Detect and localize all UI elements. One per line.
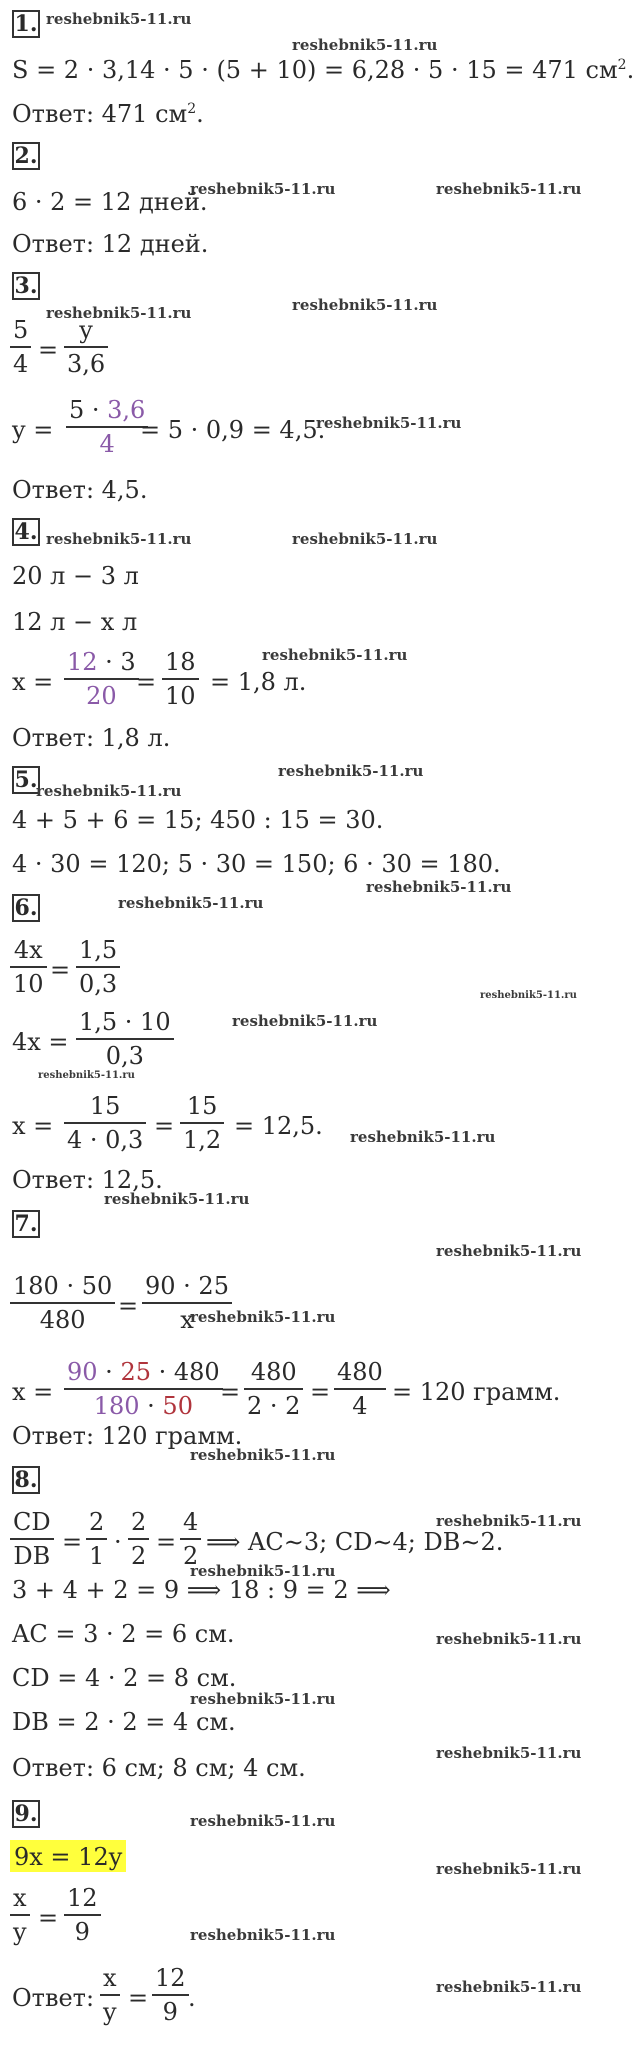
p8-line-cd: CD = 4 · 2 = 8 см.: [12, 1664, 237, 1692]
p7-f3-den: [64, 1390, 223, 1418]
p9-fraction-3: [100, 1966, 120, 2024]
watermark: reshebnik5-11.ru: [46, 530, 192, 548]
p6-f2-den: 0,3: [79, 970, 118, 998]
watermark: reshebnik5-11.ru: [292, 530, 438, 548]
watermark: reshebnik5-11.ru: [436, 1242, 582, 1260]
p1-answer-end: .: [196, 100, 204, 128]
p3-f3-num-b: 3,6: [107, 396, 146, 424]
p8-fraction-3: [128, 1510, 149, 1568]
p6-f5-den: 1,2: [183, 1126, 222, 1154]
p3-f3-num: [66, 398, 148, 428]
p7-fraction-4: [244, 1360, 303, 1418]
p7-f1-den: 480: [39, 1306, 86, 1334]
p4-fraction-1: [64, 650, 139, 708]
p4-result: = 1,8 л.: [210, 668, 307, 696]
problem-number-1: 1.: [12, 10, 40, 38]
p9-f1-den: y: [13, 1918, 27, 1946]
watermark: reshebnik5-11.ru: [278, 762, 424, 780]
p4-f1-num-a: 12: [67, 648, 98, 676]
watermark: reshebnik5-11.ru: [436, 1630, 582, 1648]
p7-answer: Ответ: 120 грамм.: [12, 1422, 243, 1450]
p8-eq: =: [62, 1528, 83, 1556]
watermark: reshebnik5-11.ru: [436, 1512, 582, 1530]
p7-fraction-1: [10, 1274, 115, 1332]
p7-f3-den-c: 50: [162, 1392, 193, 1420]
p1-answer: [12, 102, 204, 126]
p6-f1-den: 10: [13, 970, 44, 998]
watermark: reshebnik5-11.ru: [316, 414, 462, 432]
p8-line-db: DB = 2 · 2 = 4 см.: [12, 1708, 236, 1736]
p6-f3-den: 0,3: [105, 1042, 144, 1070]
p7-eq-2: =: [220, 1378, 241, 1406]
problem-number-8: 8.: [12, 1466, 40, 1494]
p7-f3-num-d: · 480: [150, 1358, 220, 1386]
p6-f4-den: 4 · 0,3: [67, 1126, 144, 1154]
p8-f3-num: 2: [128, 1510, 149, 1540]
p8-f1-den: DB: [13, 1542, 51, 1570]
p7-fraction-3: [64, 1360, 223, 1418]
p6-result: = 12,5.: [234, 1112, 323, 1140]
p8-ratio-result: ⟹ AC∼3; CD∼4; DB∼2.: [206, 1528, 504, 1556]
p6-f2-num: 1,5: [76, 938, 120, 968]
watermark: reshebnik5-11.ru: [436, 180, 582, 198]
p7-f5-den: 4: [352, 1392, 368, 1420]
p2-formula: 6 · 2 = 12 дней.: [12, 188, 208, 216]
p8-f2-num: 2: [86, 1510, 107, 1540]
problem-number-4: 4.: [12, 518, 40, 546]
p4-eq: =: [136, 668, 157, 696]
watermark: reshebnik5-11.ru: [190, 180, 336, 198]
p8-f4-num: 4: [180, 1510, 201, 1540]
watermark: reshebnik5-11.ru: [190, 1690, 336, 1708]
p7-eq-3: =: [310, 1378, 331, 1406]
watermark: reshebnik5-11.ru: [262, 646, 408, 664]
p9-fraction-2: [64, 1886, 101, 1944]
p4-x-label: x =: [12, 668, 54, 696]
problem-number-2: 2.: [12, 142, 40, 170]
p7-f3-num-b: ·: [97, 1358, 121, 1386]
p9-eq: =: [38, 1904, 59, 1932]
problem-number-7: 7.: [12, 1210, 40, 1238]
watermark: reshebnik5-11.ru: [436, 1744, 582, 1762]
watermark: reshebnik5-11.ru: [436, 1978, 582, 1996]
p4-f2-den: 10: [165, 682, 196, 710]
p8-f1-num: CD: [10, 1510, 54, 1540]
p4-f2-num: 18: [162, 650, 199, 680]
p8-answer: Ответ: 6 см; 8 см; 4 см.: [12, 1754, 306, 1782]
watermark: reshebnik5-11.ru: [46, 10, 192, 28]
watermark: reshebnik5-11.ru: [36, 782, 182, 800]
p7-result: = 120 грамм.: [392, 1378, 561, 1406]
p4-f1-num-b: · 3: [97, 648, 136, 676]
problem-number-9: 9.: [12, 1800, 40, 1828]
p9-fraction-1: [10, 1886, 30, 1944]
p3-fraction-3: [66, 398, 148, 456]
p9-f4-den: 9: [162, 1998, 178, 2026]
p7-f5-num: 480: [334, 1360, 386, 1390]
p7-f4-num: 480: [244, 1360, 303, 1390]
watermark: reshebnik5-11.ru: [350, 1128, 496, 1146]
watermark: reshebnik5-11.ru: [190, 1446, 336, 1464]
watermark: reshebnik5-11.ru: [292, 36, 438, 54]
p3-f3-num-a: 5 ·: [69, 396, 108, 424]
p4-line-2: 12 л − x л: [12, 608, 138, 636]
p6-line-2-label: 4x =: [12, 1028, 69, 1056]
p6-f4-num: 15: [64, 1094, 146, 1124]
p4-f1-num: [64, 650, 139, 680]
p7-f3-den-a: 180: [93, 1392, 140, 1420]
p6-fraction-2: [76, 938, 120, 996]
p6-fraction-4: [64, 1094, 146, 1152]
watermark: reshebnik5-11.ru: [190, 1926, 336, 1944]
p6-f1-num: 4x: [10, 938, 47, 968]
p9-end: .: [188, 1984, 196, 2012]
p9-f3-num: x: [100, 1966, 120, 1996]
p3-f2-den: 3,6: [67, 350, 106, 378]
p6-fraction-1: [10, 938, 47, 996]
watermark: reshebnik5-11.ru: [292, 296, 438, 314]
p3-result: = 5 · 0,9 = 4,5.: [140, 416, 326, 444]
p8-fraction-2: [86, 1510, 107, 1568]
problem-number-5: 5.: [12, 766, 40, 794]
p3-f1-den: 4: [13, 350, 29, 378]
p1-answer-sup: 2: [187, 101, 197, 117]
p1-formula-end: .: [626, 56, 634, 84]
p4-answer: Ответ: 1,8 л.: [12, 724, 171, 752]
p3-y-label: y =: [12, 416, 54, 444]
problem-number-6: 6.: [12, 894, 40, 922]
p6-f3-num: 1,5 · 10: [76, 1010, 174, 1040]
p7-x-label: x =: [12, 1378, 54, 1406]
p1-formula: [12, 58, 634, 82]
p7-f1-num: 180 · 50: [10, 1274, 115, 1304]
p8-line-ac: AC = 3 · 2 = 6 см.: [12, 1620, 235, 1648]
watermark: reshebnik5-11.ru: [366, 878, 512, 896]
p7-f3-num-a: 90: [67, 1358, 98, 1386]
p8-f4-den: 2: [183, 1542, 199, 1570]
p6-eq-2: =: [154, 1112, 175, 1140]
p8-dot: ·: [114, 1528, 122, 1556]
watermark: reshebnik5-11.ru: [480, 990, 577, 1001]
p4-fraction-2: [162, 650, 199, 708]
problem-number-3: 3.: [12, 272, 40, 300]
p7-f3-num-c: 25: [120, 1358, 151, 1386]
p4-line-1: 20 л − 3 л: [12, 562, 139, 590]
p3-answer: Ответ: 4,5.: [12, 476, 148, 504]
watermark: reshebnik5-11.ru: [190, 1562, 336, 1580]
p5-line-2: 4 · 30 = 120; 5 · 30 = 150; 6 · 30 = 180.: [12, 850, 501, 878]
p9-fraction-4: [152, 1966, 189, 2024]
p8-f2-den: 1: [89, 1542, 105, 1570]
p2-answer: Ответ: 12 дней.: [12, 230, 209, 258]
p7-eq: =: [118, 1292, 139, 1320]
p6-fraction-5: [180, 1094, 224, 1152]
p3-fraction-2: [64, 318, 108, 376]
p9-f1-num: x: [10, 1886, 30, 1916]
p9-eq-2: =: [128, 1984, 149, 2012]
p7-f2-num: 90 · 25: [142, 1274, 232, 1304]
p7-f4-den: 2 · 2: [247, 1392, 301, 1420]
p3-fraction-1: [10, 318, 31, 376]
p1-formula-sup: 2: [617, 57, 627, 73]
p7-f2-den: x: [180, 1306, 194, 1334]
watermark: reshebnik5-11.ru: [38, 1070, 135, 1081]
p3-f2-num: y: [64, 318, 108, 348]
watermark: reshebnik5-11.ru: [436, 1860, 582, 1878]
p6-eq: =: [50, 956, 71, 984]
p6-fraction-3: [76, 1010, 174, 1068]
p8-line-2: 3 + 4 + 2 = 9 ⟹ 18 : 9 = 2 ⟹: [12, 1576, 391, 1604]
p1-answer-text: Ответ: 471 см: [12, 100, 188, 128]
watermark: reshebnik5-11.ru: [190, 1308, 336, 1326]
p7-f3-den-b: ·: [139, 1392, 163, 1420]
watermark: reshebnik5-11.ru: [232, 1012, 378, 1030]
p4-f1-den: 20: [86, 682, 117, 710]
p9-f2-den: 9: [74, 1918, 90, 1946]
p3-f3-den: 4: [99, 430, 115, 458]
p9-f4-num: 12: [152, 1966, 189, 1996]
p9-line-1: 9x = 12y: [14, 1843, 123, 1871]
p1-formula-text: S = 2 · 3,14 · 5 · (5 + 10) = 6,28 · 5 · 15 = 471 см: [12, 56, 618, 84]
p6-f5-num: 15: [180, 1094, 224, 1124]
watermark: reshebnik5-11.ru: [104, 1190, 250, 1208]
watermark: reshebnik5-11.ru: [46, 304, 192, 322]
p5-line-1: 4 + 5 + 6 = 15; 450 : 15 = 30.: [12, 806, 384, 834]
p9-f2-num: 12: [64, 1886, 101, 1916]
p6-answer: Ответ: 12,5.: [12, 1166, 163, 1194]
p8-eq-2: =: [156, 1528, 177, 1556]
p7-fraction-5: [334, 1360, 386, 1418]
p3-eq: =: [38, 336, 59, 364]
watermark: reshebnik5-11.ru: [190, 1812, 336, 1830]
p9-f3-den: y: [103, 1998, 117, 2026]
p6-line-3-label: x =: [12, 1112, 54, 1140]
p9-answer-label: Ответ:: [12, 1984, 95, 2012]
p3-f1-num: 5: [10, 318, 31, 348]
p8-fraction-4: [180, 1510, 201, 1568]
p7-f3-num: [64, 1360, 223, 1390]
p8-f3-den: 2: [131, 1542, 147, 1570]
p8-fraction-1: [10, 1510, 54, 1568]
watermark: reshebnik5-11.ru: [118, 894, 264, 912]
